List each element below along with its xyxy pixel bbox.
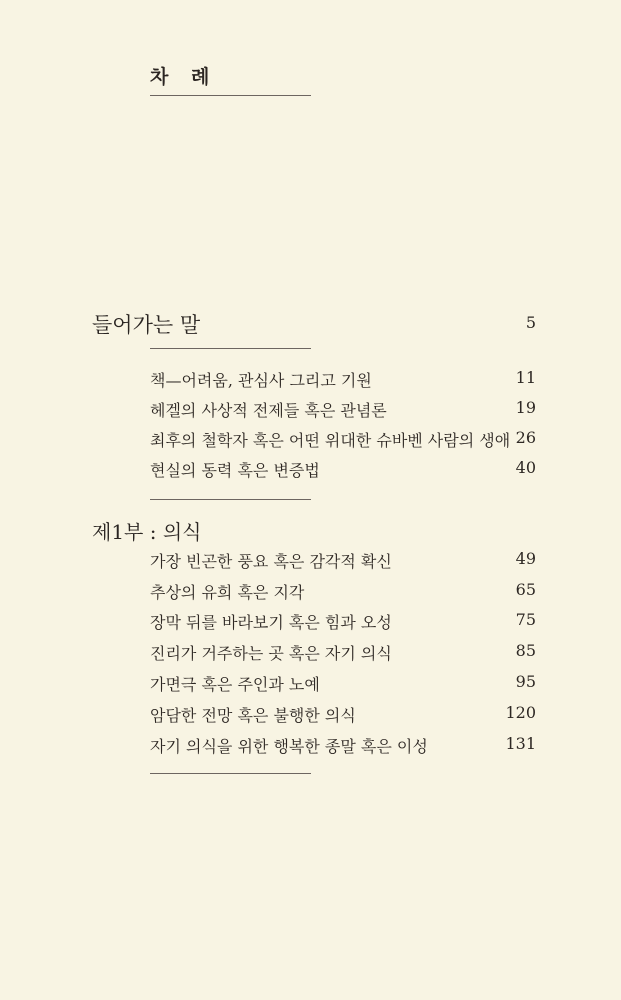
section-heading-intro: 들어가는 말 <box>92 313 201 337</box>
toc-entry-page: 65 <box>515 580 536 599</box>
toc-entry-page: 85 <box>515 641 536 660</box>
toc-entry-label: 가면극 혹은 주인과 노예 <box>150 675 320 694</box>
toc-entry-page: 26 <box>515 428 536 447</box>
toc-entry-label: 장막 뒤를 바라보기 혹은 힘과 오성 <box>150 613 392 632</box>
title-divider <box>150 95 311 96</box>
toc-entry-page: 131 <box>505 734 536 753</box>
section-heading-part1: 제1부 : 의식 <box>92 520 202 544</box>
section-divider <box>150 348 311 349</box>
toc-entry-label: 암담한 전망 혹은 불행한 의식 <box>150 706 356 725</box>
page-title: 차 례 <box>150 66 218 88</box>
toc-entry-page: 49 <box>515 549 536 568</box>
toc-entry-label: 최후의 철학자 혹은 어떤 위대한 슈바벤 사람의 생애 <box>150 431 511 450</box>
toc-entry-label: 헤겔의 사상적 전제들 혹은 관념론 <box>150 401 387 420</box>
toc-entry-page: 19 <box>515 398 536 417</box>
toc-entry-label: 자기 의식을 위한 행복한 종말 혹은 이성 <box>150 737 428 756</box>
section-divider <box>150 499 311 500</box>
toc-entry-label: 현실의 동력 혹은 변증법 <box>150 461 320 480</box>
toc-entry-label: 책—어려움, 관심사 그리고 기원 <box>150 371 372 390</box>
toc-entry-label: 추상의 유희 혹은 지각 <box>150 583 305 602</box>
toc-entry-page: 40 <box>515 458 536 477</box>
toc-entry-page: 95 <box>515 672 536 691</box>
toc-entry-page: 120 <box>505 703 536 722</box>
toc-entry-label: 가장 빈곤한 풍요 혹은 감각적 확신 <box>150 552 392 571</box>
toc-entry-label: 진리가 거주하는 곳 혹은 자기 의식 <box>150 644 392 663</box>
toc-entry-page: 75 <box>515 610 536 629</box>
toc-entry-page: 11 <box>515 368 536 387</box>
section-divider <box>150 773 311 774</box>
section-page-intro: 5 <box>525 313 536 332</box>
